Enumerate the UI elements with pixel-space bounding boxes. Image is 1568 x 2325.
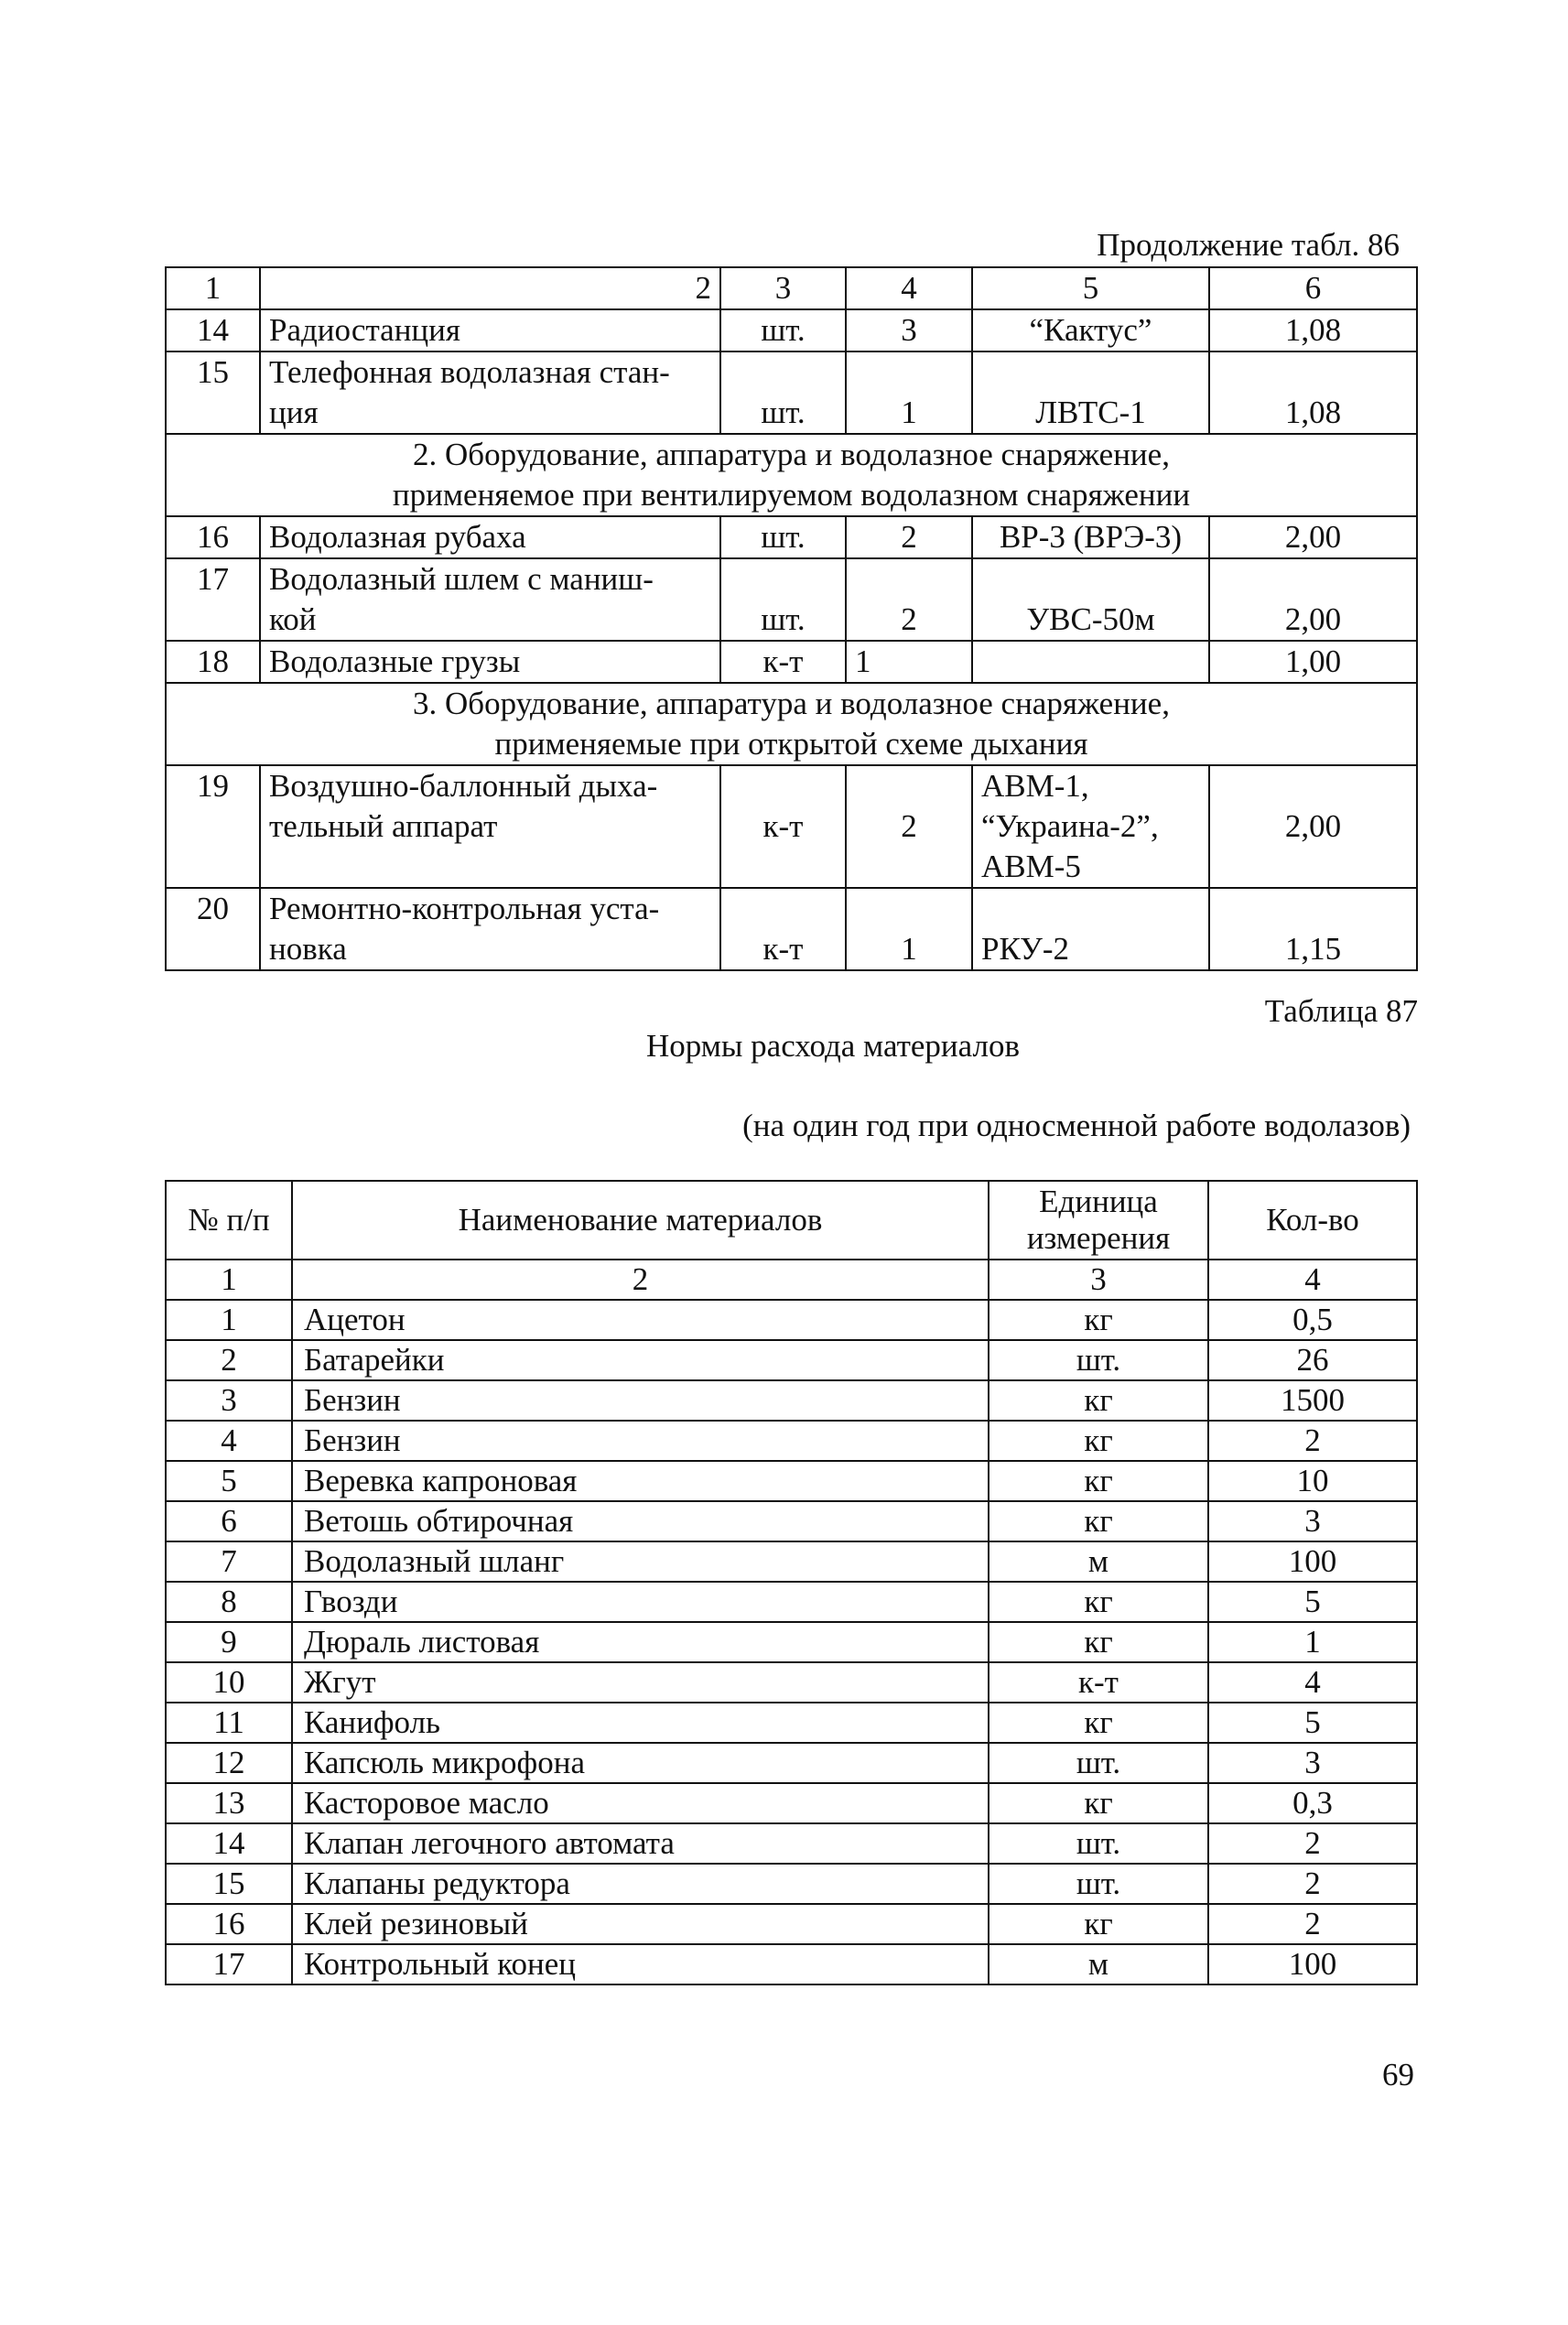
row-number: 17 (166, 1944, 292, 1984)
equipment-name: Воздушно-баллонный дыха-тельный аппарат (260, 765, 720, 888)
column-header-name: Наименование материалов (292, 1181, 989, 1260)
model: ВР-3 (ВРЭ-3) (972, 516, 1209, 558)
model (972, 641, 1209, 683)
equipment-name: Телефонная водолазная стан-ция (260, 351, 720, 434)
equipment-name: Радиостанция (260, 309, 720, 351)
table87-header-row (166, 1181, 1417, 1260)
coefficient: 1,00 (1209, 641, 1417, 683)
coefficient: 1,08 (1209, 309, 1417, 351)
unit: шт. (720, 558, 846, 641)
table-row (166, 1904, 1417, 1944)
unit: кг (989, 1904, 1208, 1944)
table-row (166, 1421, 1417, 1461)
table-row (166, 1461, 1417, 1501)
row-number: 15 (166, 351, 260, 434)
model: “Кактус” (972, 309, 1209, 351)
table-row (166, 1300, 1417, 1340)
unit: кг (989, 1783, 1208, 1823)
unit: шт. (720, 516, 846, 558)
section-heading: 3. Оборудование, аппаратура и водолазное снаряжение, применяемые при открытой схеме дыхания (166, 683, 1417, 765)
model: ЛВТС-1 (972, 351, 1209, 434)
row-number: 10 (166, 1662, 292, 1703)
material-name: Ацетон (292, 1300, 989, 1340)
table-row (166, 1622, 1417, 1662)
col-number: 2 (292, 1260, 989, 1300)
material-name: Дюраль листовая (292, 1622, 989, 1662)
row-number: 7 (166, 1541, 292, 1582)
quantity: 4 (1208, 1662, 1417, 1703)
quantity: 1 (1208, 1622, 1417, 1662)
material-name: Касторовое масло (292, 1783, 989, 1823)
quantity: 0,3 (1208, 1783, 1417, 1823)
material-name: Клей резиновый (292, 1904, 989, 1944)
unit: к-т (989, 1662, 1208, 1703)
row-number: 3 (166, 1380, 292, 1421)
coefficient: 1,15 (1209, 888, 1417, 970)
table-row (166, 1582, 1417, 1622)
col-number: 5 (972, 267, 1209, 309)
model: АВМ-1, “Украина-2”, АВМ-5 (972, 765, 1209, 888)
quantity: 2 (1208, 1823, 1417, 1864)
equipment-name: Водолазные грузы (260, 641, 720, 683)
table-row (166, 1380, 1417, 1421)
material-name: Батарейки (292, 1340, 989, 1380)
row-number: 16 (166, 516, 260, 558)
row-number: 8 (166, 1582, 292, 1622)
material-name: Веревка капроновая (292, 1461, 989, 1501)
row-number: 11 (166, 1703, 292, 1743)
row-number: 13 (166, 1783, 292, 1823)
unit: шт. (989, 1823, 1208, 1864)
model: РКУ-2 (972, 888, 1209, 970)
equipment-name: Водолазная рубаха (260, 516, 720, 558)
quantity: 3 (1208, 1501, 1417, 1541)
table86 (165, 266, 1418, 971)
unit: кг (989, 1582, 1208, 1622)
unit: шт. (989, 1340, 1208, 1380)
row-number: 15 (166, 1864, 292, 1904)
unit: шт. (989, 1743, 1208, 1783)
col-number: 4 (1208, 1260, 1417, 1300)
column-header-qty: Кол-во (1208, 1181, 1417, 1260)
row-number: 14 (166, 309, 260, 351)
col-number: 3 (720, 267, 846, 309)
col-number: 1 (166, 1260, 292, 1300)
table87-column-numbers (166, 1260, 1417, 1300)
table87-label: Таблица 87 (1264, 993, 1418, 1029)
row-number: 17 (166, 558, 260, 641)
material-name: Бензин (292, 1380, 989, 1421)
table-row (166, 888, 1417, 970)
quantity: 1 (846, 641, 972, 683)
table-row (166, 1944, 1417, 1984)
table-row (166, 309, 1417, 351)
row-number: 14 (166, 1823, 292, 1864)
table87-subtitle: (на один год при односменной работе водолазов) (742, 1108, 1411, 1143)
row-number: 16 (166, 1904, 292, 1944)
section-heading-row (166, 683, 1417, 765)
quantity: 2 (1208, 1421, 1417, 1461)
quantity: 3 (846, 309, 972, 351)
quantity: 2 (1208, 1904, 1417, 1944)
table87-title: Нормы расхода материалов (646, 1028, 1020, 1064)
table-row (166, 641, 1417, 683)
equipment-name: Водолазный шлем с маниш-кой (260, 558, 720, 641)
quantity: 0,5 (1208, 1300, 1417, 1340)
section-heading: 2. Оборудование, аппаратура и водолазное снаряжение, применяемое при вентилируемом водолазном снаряжении (166, 434, 1417, 516)
quantity: 26 (1208, 1340, 1417, 1380)
model: УВС-50м (972, 558, 1209, 641)
unit: шт. (720, 351, 846, 434)
table-row (166, 1703, 1417, 1743)
quantity: 100 (1208, 1541, 1417, 1582)
quantity: 2 (846, 516, 972, 558)
coefficient: 1,08 (1209, 351, 1417, 434)
unit: к-т (720, 765, 846, 888)
coefficient: 2,00 (1209, 765, 1417, 888)
unit: к-т (720, 888, 846, 970)
unit: кг (989, 1703, 1208, 1743)
material-name: Гвозди (292, 1582, 989, 1622)
unit: м (989, 1944, 1208, 1984)
coefficient: 2,00 (1209, 516, 1417, 558)
table-row (166, 1541, 1417, 1582)
table87 (165, 1180, 1418, 1985)
row-number: 6 (166, 1501, 292, 1541)
material-name: Клапан легочного автомата (292, 1823, 989, 1864)
quantity: 100 (1208, 1944, 1417, 1984)
material-name: Капсюль микрофона (292, 1743, 989, 1783)
row-number: 4 (166, 1421, 292, 1461)
material-name: Контрольный конец (292, 1944, 989, 1984)
unit: м (989, 1541, 1208, 1582)
section-heading-row (166, 434, 1417, 516)
table-row (166, 516, 1417, 558)
row-number: 20 (166, 888, 260, 970)
material-name: Канифоль (292, 1703, 989, 1743)
unit: кг (989, 1380, 1208, 1421)
quantity: 2 (846, 558, 972, 641)
unit: кг (989, 1501, 1208, 1541)
table-row (166, 1864, 1417, 1904)
table-row (166, 765, 1417, 888)
row-number: 9 (166, 1622, 292, 1662)
material-name: Бензин (292, 1421, 989, 1461)
row-number: 1 (166, 1300, 292, 1340)
quantity: 10 (1208, 1461, 1417, 1501)
quantity: 1 (846, 351, 972, 434)
row-number: 12 (166, 1743, 292, 1783)
table-row (166, 1743, 1417, 1783)
material-name: Водолазный шланг (292, 1541, 989, 1582)
table-row (166, 1783, 1417, 1823)
equipment-name: Ремонтно-контрольная уста-новка (260, 888, 720, 970)
table-row (166, 1340, 1417, 1380)
quantity: 3 (1208, 1743, 1417, 1783)
table86-header-row (166, 267, 1417, 309)
page-number: 69 (1382, 2057, 1414, 2092)
quantity: 2 (846, 765, 972, 888)
col-number: 2 (260, 267, 720, 309)
row-number: 19 (166, 765, 260, 888)
quantity: 1500 (1208, 1380, 1417, 1421)
unit: кг (989, 1461, 1208, 1501)
quantity: 5 (1208, 1703, 1417, 1743)
row-number: 2 (166, 1340, 292, 1380)
unit: кг (989, 1622, 1208, 1662)
table-row (166, 558, 1417, 641)
unit: шт. (989, 1864, 1208, 1904)
material-name: Клапаны редуктора (292, 1864, 989, 1904)
table-row (166, 1823, 1417, 1864)
column-header-unit: Единица измерения (989, 1181, 1208, 1260)
table-row (166, 1501, 1417, 1541)
unit: к-т (720, 641, 846, 683)
quantity: 1 (846, 888, 972, 970)
row-number: 18 (166, 641, 260, 683)
material-name: Ветошь обтирочная (292, 1501, 989, 1541)
col-number: 4 (846, 267, 972, 309)
quantity: 2 (1208, 1864, 1417, 1904)
row-number: 5 (166, 1461, 292, 1501)
col-number: 1 (166, 267, 260, 309)
material-name: Жгут (292, 1662, 989, 1703)
col-number: 6 (1209, 267, 1417, 309)
column-header-number: № п/п (166, 1181, 292, 1260)
table-row (166, 1662, 1417, 1703)
unit: кг (989, 1300, 1208, 1340)
col-number: 3 (989, 1260, 1208, 1300)
coefficient: 2,00 (1209, 558, 1417, 641)
quantity: 5 (1208, 1582, 1417, 1622)
unit: кг (989, 1421, 1208, 1461)
unit: шт. (720, 309, 846, 351)
table-row (166, 351, 1417, 434)
table86-continuation-label: Продолжение табл. 86 (1097, 227, 1400, 263)
